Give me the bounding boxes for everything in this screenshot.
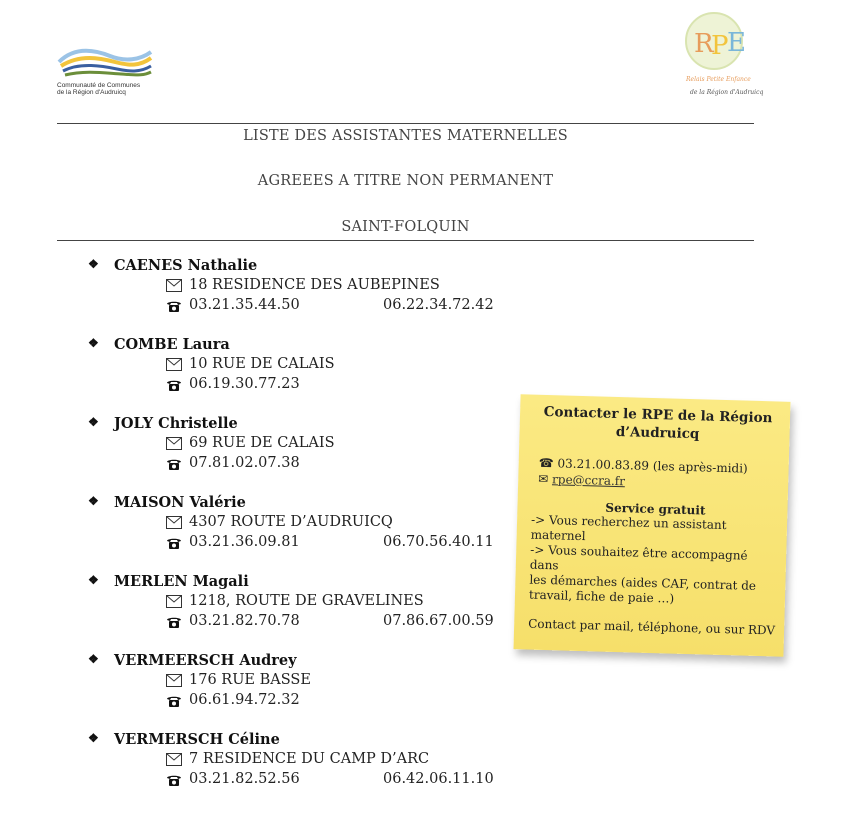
telephone-icon bbox=[166, 615, 182, 629]
diamond-bullet-icon: ❖ bbox=[88, 731, 99, 745]
note-heading: d’Audruicq bbox=[615, 423, 700, 443]
service-line: -> Vous recherchez un assistant maternel bbox=[530, 512, 727, 544]
assistant-address: 1218, ROUTE DE GRAVELINES bbox=[189, 593, 424, 609]
logo-caption-line: de la Région d'Audruicq bbox=[57, 89, 126, 96]
assistant-phone-secondary: 06.22.34.72.42 bbox=[383, 297, 494, 313]
assistant-name: VERMEERSCH Audrey bbox=[114, 652, 297, 669]
assistant-address: 69 RUE DE CALAIS bbox=[189, 435, 335, 451]
svg-text:E: E bbox=[727, 28, 746, 58]
telephone-icon bbox=[166, 378, 182, 392]
assistant-phone: 03.21.36.09.81 bbox=[189, 534, 300, 550]
assistant-name: VERMERSCH Céline bbox=[114, 731, 280, 748]
rpe-circle-icon bbox=[680, 10, 750, 72]
assistant-phone: 06.19.30.77.23 bbox=[189, 376, 300, 392]
service-line: travail, fiche de paie …) bbox=[528, 587, 675, 606]
diamond-bullet-icon: ❖ bbox=[88, 257, 99, 271]
list-item bbox=[88, 573, 508, 633]
page-subtitle: AGREEES A TITRE NON PERMANENT bbox=[257, 173, 554, 189]
logo-caption-line: Communauté de Communes bbox=[57, 82, 141, 89]
diamond-bullet-icon: ❖ bbox=[88, 336, 99, 350]
assistant-phone: 03.21.35.44.50 bbox=[189, 297, 300, 313]
note-email-link[interactable]: rpe@ccra.fr bbox=[551, 472, 626, 489]
assistant-name: JOLY Christelle bbox=[114, 415, 238, 432]
assistant-phone: 03.21.82.52.56 bbox=[189, 771, 300, 787]
envelope-icon bbox=[166, 279, 182, 293]
assistant-address: 10 RUE DE CALAIS bbox=[189, 356, 335, 372]
assistant-phone: 07.81.02.07.38 bbox=[189, 455, 300, 471]
envelope-icon bbox=[166, 516, 182, 530]
note-phone: 03.21.00.83.89 (les après-midi) bbox=[557, 456, 748, 476]
assistant-address: 18 RESIDENCE DES AUBEPINES bbox=[189, 277, 440, 293]
envelope-icon bbox=[166, 595, 182, 609]
diamond-bullet-icon: ❖ bbox=[88, 573, 99, 587]
commune-title: SAINT-FOLQUIN bbox=[341, 219, 470, 235]
svg-text:P: P bbox=[711, 31, 729, 61]
telephone-icon bbox=[166, 773, 182, 787]
assistant-address: 176 RUE BASSE bbox=[189, 672, 311, 688]
diamond-bullet-icon: ❖ bbox=[88, 415, 99, 429]
service-line: -> Vous souhaitez être accompagné dans bbox=[529, 542, 748, 573]
list-item bbox=[88, 336, 508, 396]
list-item bbox=[88, 494, 508, 554]
diamond-bullet-icon: ❖ bbox=[88, 494, 99, 508]
service-heading: Service gratuit bbox=[605, 500, 706, 518]
assistant-name: COMBE Laura bbox=[114, 336, 230, 353]
list-item bbox=[88, 257, 508, 317]
rpe-logo bbox=[680, 10, 764, 105]
rpe-subtitle: de la Région d'Audruicq bbox=[690, 89, 764, 96]
list-item bbox=[88, 415, 508, 475]
assistant-address: 7 RESIDENCE DU CAMP D’ARC bbox=[189, 751, 430, 767]
list-item bbox=[88, 652, 508, 712]
divider bbox=[57, 123, 754, 124]
rpe-subtitle: Relais Petite Enfance bbox=[686, 76, 751, 83]
envelope-icon bbox=[166, 437, 182, 451]
assistant-name: MAISON Valérie bbox=[114, 494, 246, 511]
telephone-icon: ☎ bbox=[538, 455, 554, 471]
envelope-icon bbox=[166, 358, 182, 372]
telephone-icon bbox=[166, 536, 182, 550]
community-logo bbox=[55, 40, 155, 100]
waves-logo-icon bbox=[55, 40, 155, 80]
assistant-phone-secondary: 07.86.67.00.59 bbox=[383, 613, 494, 629]
note-heading: Contacter le RPE de la Région bbox=[543, 403, 773, 427]
assistant-name: CAENES Nathalie bbox=[114, 257, 258, 274]
telephone-icon bbox=[166, 694, 182, 708]
envelope-icon bbox=[166, 753, 182, 767]
svg-text:R: R bbox=[694, 29, 714, 59]
envelope-icon bbox=[166, 674, 182, 688]
telephone-icon bbox=[166, 299, 182, 313]
assistant-phone-secondary: 06.42.06.11.10 bbox=[383, 771, 494, 787]
page-title: LISTE DES ASSISTANTES MATERNELLES bbox=[243, 128, 568, 144]
envelope-icon: ✉ bbox=[538, 471, 549, 487]
note-contact: Contact par mail, téléphone, ou sur RDV bbox=[528, 616, 776, 638]
diamond-bullet-icon: ❖ bbox=[88, 652, 99, 666]
list-item bbox=[88, 731, 508, 791]
telephone-icon bbox=[166, 457, 182, 471]
service-line: les démarches (aides CAF, contrat de bbox=[529, 572, 757, 593]
assistant-phone: 06.61.94.72.32 bbox=[189, 692, 300, 708]
contact-note bbox=[517, 398, 795, 666]
divider bbox=[57, 240, 754, 241]
assistant-phone: 03.21.82.70.78 bbox=[189, 613, 300, 629]
assistant-address: 4307 ROUTE D’AUDRUICQ bbox=[189, 514, 393, 530]
assistant-phone-secondary: 06.70.56.40.11 bbox=[383, 534, 494, 550]
assistant-name: MERLEN Magali bbox=[114, 573, 249, 590]
